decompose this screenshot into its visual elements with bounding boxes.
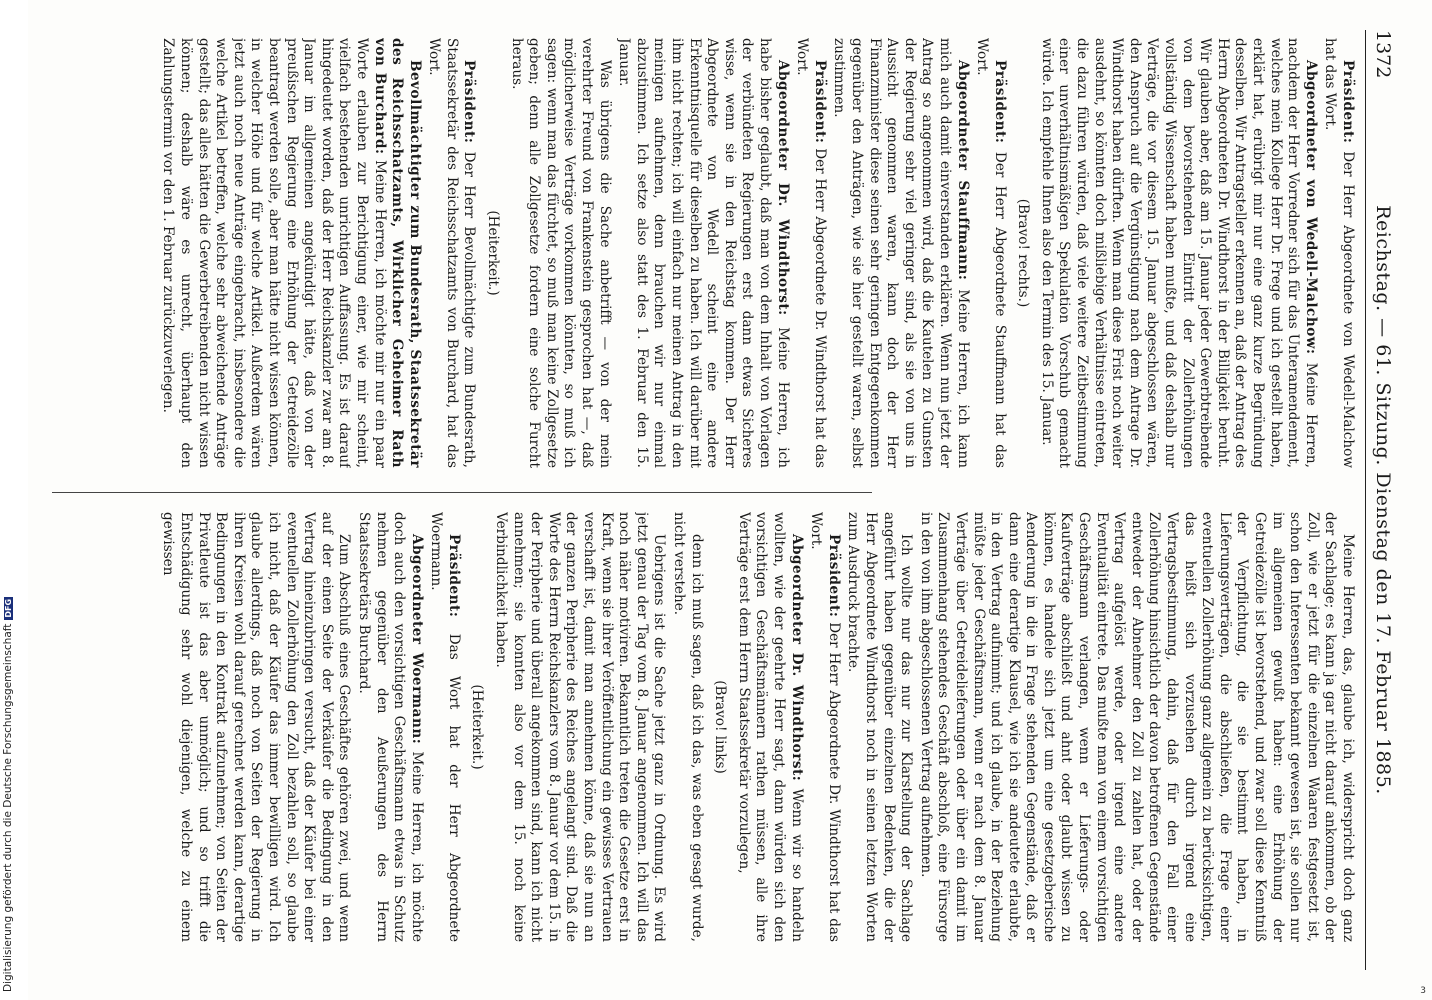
speech-text: Meine Herren, ich habe bisher geglaubt, daß man von dem Inhalt von Vorlagen der verbündeten Regierungen erst dann etwas Sicheres wisse, wenn sie in den Reichstag kommen. Der Herr Abgeordnete von Wedell scheint eine andere Erkenntnisquelle für dieselben zu haben. Ich will darüber mit ihm nicht rechten; ich will einfach nur meinen Antrag in den meinigen aufnehmen, denn brauchen wir nur einmal abzustimmen. Ich setze also statt des 1. Februar den 15. Januar. xyxy=(616,38,791,468)
speech-paragraph xyxy=(354,512,424,942)
speaker-name: Abgeordneter von Wedell-Malchow: xyxy=(1302,60,1319,355)
speech-paragraph xyxy=(830,38,971,468)
speech-paragraph xyxy=(425,38,478,468)
left-column xyxy=(36,38,1356,468)
speech-text: Meine Herren, nachdem der Herr Vorredner sich für das Unteramendement, welches mein Kollege Herr Dr. Frege und ich gestellt haben, erklärt hat, erübrigt mir nur eine ganz kurze Begründung desselben. Wir Antragsteller erkennen an, daß der Antrag des Herrn Abgeordneten Dr. Windthorst in der Billigkeit beruht. Wir glauben aber, daß am 15. Januar jeder Gewerbtreibende von dem bevorstehenden Eintritt der Zollerhöhungen vollständig Wissenschaft haben mußte, und daß deshalb nur Verträge, die vor diesem 15. Januar abgeschlossen wären, den Anspruch auf die Vergünstigung nach dem Antrage Dr. Windthorst haben dürften. Wenn man diese Frist noch weiter ausdehnt, so könnten doch mißliebige Verhältnisse eintreten, die dazu führen würden, daß viele weitere Zeitbestimmung einer unverhältnismäßigen Spekulation Vorschub gemacht würde. Ich empfehle Ihnen also den Termin des 15. Januar. xyxy=(1038,38,1319,468)
speech-text: Der Herr Bevollmächtigte zum Bundesrath, Staatssekretär des Reichsschatzamts von Burchard, hat das Wort. xyxy=(426,38,478,468)
speech-text: Der Herr Abgeordnete von Wedell-Malchow hat das Wort. xyxy=(1322,38,1356,468)
speech-text: Meine Herren, ich möchte mir nur ein paar Worte erlauben zur Berichtigung einer, wie mir scheint, vielfach bestehenden unrichtigen Auffassung. Es ist darauf hingedeutet worden, daß der Herr Reichskanzler zwar am 8. Januar im allgemeinen angekündigt hätte, daß von der preußischen Regierung eine Erhöhung der Getreidezölle beantragt werden solle, aber man hätte nicht wissen können, in welcher Höhe und für welche Artikel. Außerdem wären jetzt auch noch neue Anträge eingebracht, insbesondere die welche Artikel betreffen, welche sehr abweichende Anträge gestellt; das alles hätten die Gewerbetreibenden nicht wissen können; deshalb wäre es unrecht, überhaupt den Zahlungstermin vor den 1. Februar zurückzuverlegen. xyxy=(160,38,388,468)
speech-text: Wenn wir so handeln wollten, wie der geehrte Herr sagt, dann würden sich den vorsichtigen Geschäftsmännern rathen müssen, alle ihre Verträge erst dem Herrn Staatssekretär vorzulegen, xyxy=(735,512,805,942)
speech-paragraph xyxy=(807,512,842,942)
speech-paragraph xyxy=(793,38,828,468)
digitization-credit xyxy=(0,0,28,1000)
speech-text: Der Herr Abgeordnete Dr. Windthorst hat das Wort. xyxy=(808,512,842,942)
credit-text: Digitalisierung gefördert durch die Deutsche Forschungsgemeinschaft xyxy=(2,623,14,992)
speaker-name: Abgeordneter Woermann: xyxy=(408,534,425,745)
body-paragraph: Was übrigens die Sache anbetrifft — von der mein verehrter Freund von Frankenstein gesprochen hat —, daß möglicherweise Verträge vorkommen könnten, so muß ich sagen: wenn man das fürchtet, so muß man keine Zollgesetze geben; denn alle Zollgesetze fordern eine solche Furcht heraus. xyxy=(508,38,613,468)
speaker-name: Abgeordneter Dr. Windthorst: xyxy=(788,534,805,782)
speech-paragraph xyxy=(1321,38,1356,468)
speech-text: Meine Herren, ich möchte doch auch den vorsichtigen Geschäftsmann etwas in Schutz nehmen gegenüber den Aeußerungen des Herrn Staatssekretärs Burchard. xyxy=(355,512,425,942)
speech-paragraph xyxy=(734,512,804,942)
speaker-name: Abgeordneter Stauffmann: xyxy=(954,60,971,281)
applause-note: (Heiterkeit.) xyxy=(469,684,486,770)
speaker-name: Abgeordneter Dr. Windthorst: xyxy=(774,60,791,316)
speech-paragraph xyxy=(1037,38,1319,468)
right-column xyxy=(36,512,1356,942)
speaker-name: Präsident: xyxy=(445,534,462,618)
speech-text: Der Herr Abgeordnete Dr. Windthorst hat das Wort. xyxy=(794,38,828,468)
speaker-name: Präsident: xyxy=(991,60,1008,144)
column-divider xyxy=(52,492,872,493)
running-title: Reichstag. — 61. Sitzung. Dienstag den 17. Februar 1885. xyxy=(1372,205,1394,795)
speaker-name: Präsident: xyxy=(811,60,828,144)
speaker-name: Präsident: xyxy=(825,534,842,618)
body-paragraph: Ich wollte nur das nur zur Klarstellung der Sachlage angeführt haben gegenüber einzelnen Bedenken, die der Herr Abgeordnete Windthorst noch in seinen letzten Worten zum Ausdruck brachte. xyxy=(845,512,915,942)
speech-paragraph xyxy=(973,38,1008,468)
speech-text: Der Herr Abgeordnete Stauffmann hat das Wort. xyxy=(974,38,1008,468)
page-header xyxy=(1365,30,1398,970)
speech-paragraph xyxy=(615,38,791,468)
body-paragraph: Zum Abschluß eines Geschäftes gehören zwei, und wenn auf der einen Seite der Verkäufer die Bedingung in den Vertrag hineinzubringen versucht, daß der Käufer bei einer eventuellen Zollerhöhung den Zoll bezahlen soll, so glaube ich nicht, daß der Käufer das immer bewilligen wird. Ich glaube allerdings, daß noch von Seiten der Regierung in ihren Kreisen wohl darauf gerechnet werden kann, derartige Bedingungen in den Kontrakt aufzunehmen; von Seiten der Privatleute ist das aber unmöglich; und so trifft die Entschädigung sehr wohl diejenigen, welche zu einem gewissen xyxy=(160,512,353,942)
speaker-name: Präsident: xyxy=(461,60,478,144)
body-paragraph: Uebrigens ist die Sache jetzt ganz in Ordnung. Es wird jetzt genau der Tag vom 8. Januar angenommen. Ich will das noch näher motiviren. Bekanntlich treten die Gesetze erst in Kraft, wenn sie ihrer Veröffentlichung ein gewisses Vertrauen verschafft ist, damit man annehmen könne, daß sie nun an der ganzen Peripherie des Reiches angelangt sind. Daß die Worte des Herrn Reichskanzlers vom 8. Januar vor dem 15. in der Peripherie und überall angekommen sind, kann ich nicht annehmen; sie konnten also vor dem 15. noch keine Verbindlichkeit haben. xyxy=(493,512,668,942)
body-paragraph: denn ich muß sagen, daß ich das, was eben gesagt wurde, nicht verstehe. xyxy=(671,512,705,942)
body-paragraph: Meine Herren, das, glaube ich, widerspricht doch ganz der Sachlage; es kann ja gar nicht darauf ankommen, ob der Zoll, wie er jetzt für die einzelnen Waaren festgesetzt ist, schon den Interessenten bekannt gewesen ist, sie sollen nur im allgemeinen gewußt haben: eine Erhöhung der Getreidezölle ist bevorstehend, und zwar soll diese Kenntniß der Verpflichtung, die sie bestimmt haben, in Lieferungsverträgen, die abschließen, die Frage einer eventuellen Zollerhöhung ganz allgemein zu berücksichtigen, das heißt sich vorzusehen durch irgend eine Vertragsbestimmung, dahin, daß für den Fall einer Zollerhöhung hinsichtlich der davon betroffenen Gegenstände entweder der Abnehmer den Zoll zu zahlen hat, oder der Vertrag aufgelöst werde, oder irgend eine andere Eventualität eintrete. Das mußte man von einem vorsichtigen Geschäftsmann verlangen, wenn er Lieferungs- oder Kaufverträge abschließt und ahnt oder glaubt wissen zu können, es handele sich jetzt um eine gesetzgeberische Aenderung in die in Frage stehenden Gegenstände, daß er dann eine derartige Klausel, wie ich sie andeutete erlaubte, in den Vertrag aufnimmt; und ich glaube, in der Beziehung müßte jeder Geschäftsmann, wenn er nach dem 8. Januar Verträge über Getreidelieferungen oder über ein damit im Zusammenhang stehendes Geschäft abschloß, eine Fürsorge in den von ihm abgeschlossenen Vertrag aufnehmen. xyxy=(917,512,1356,942)
applause-note: (Bravo! links) xyxy=(712,680,729,774)
speech-text: Meine Herren, ich kann mich auch damit einverstanden erklären. Wenn nun jetzt der Antrag so angenommen wird, daß die Kautelen zu Gunsten der Regierung sehr viel geringer sind, als sie von uns in Aussicht genommen waren, kann doch der Herr Finanzminister diese seinen sehr geringen Entgegenkommen gegenüber den Anträgen, wie sie hier gestellt waren, selbst zustimmen. xyxy=(831,38,971,468)
speaker-name: Präsident: xyxy=(1340,60,1356,144)
speaker-name: Bevollmächtigter zum Bundesrath, Staatssekretär des Reichsschatzamts, Wirklicher Geheimer Rath von Burchard: xyxy=(371,38,423,468)
speech-text: Das Wort hat der Herr Abgeordnete Woermann. xyxy=(428,512,462,942)
dfg-logo: DFG xyxy=(4,598,13,618)
page-number: 1372 xyxy=(1372,30,1394,79)
speech-paragraph xyxy=(427,512,462,942)
speech-paragraph xyxy=(159,38,423,468)
corner-mark: 3 xyxy=(1420,986,1426,996)
applause-note: (Heiterkeit.) xyxy=(485,210,502,296)
applause-note: (Bravo! rechts.) xyxy=(1015,198,1032,308)
